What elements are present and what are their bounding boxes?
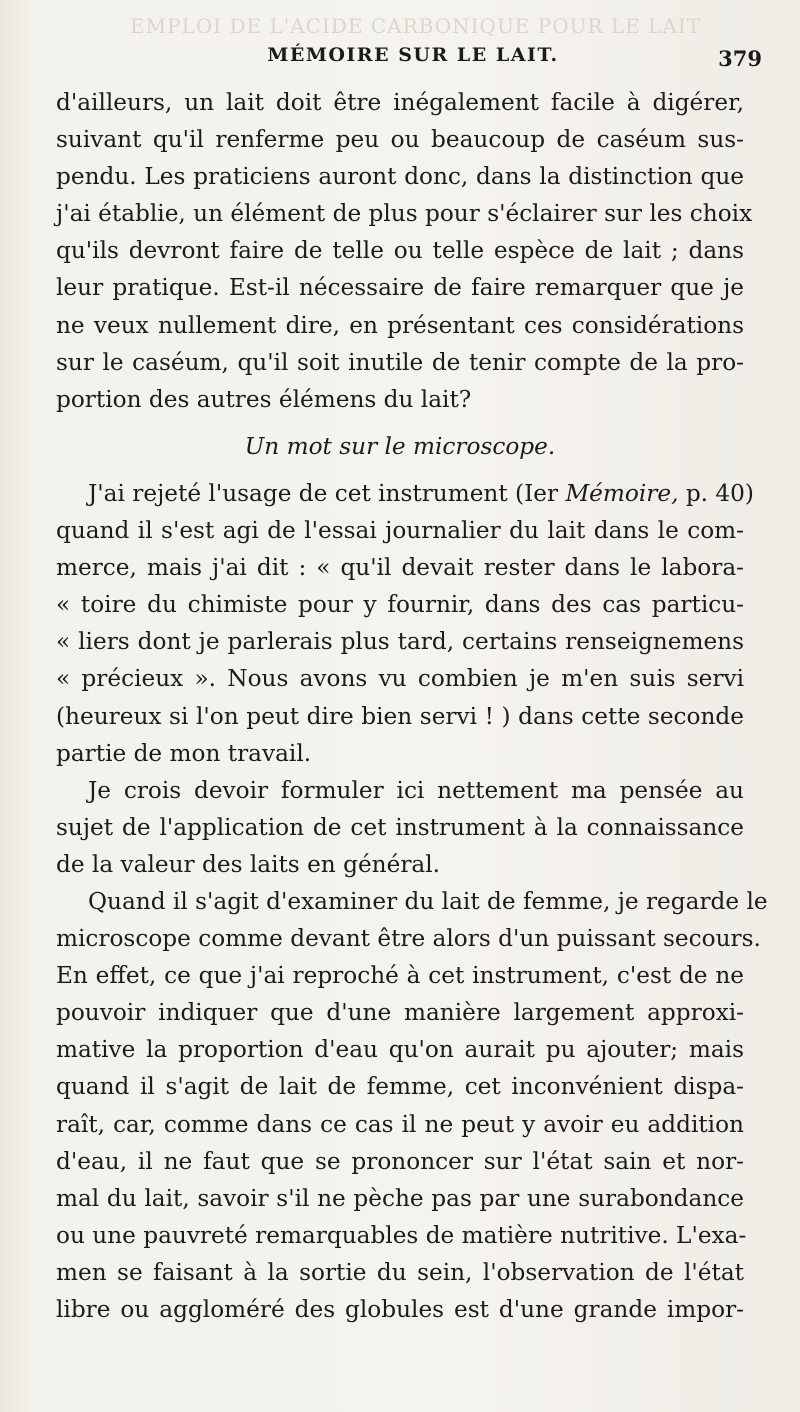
text-line: pouvoir indiquer que d'une manière largement approxi- [56, 999, 744, 1027]
text-line: j'ai établie, un élément de plus pour s'éclairer sur les choix [56, 200, 753, 228]
text-line: suivant qu'il renferme peu ou beaucoup de caséum sus- [56, 126, 744, 154]
text-line: libre ou aggloméré des globules est d'une grande impor- [56, 1296, 744, 1323]
text-line: « précieux ». Nous avons vu combien je m'en suis servi [56, 665, 744, 693]
text-line: (heureux si l'on peut dire bien servi ! ) dans cette seconde [56, 702, 744, 730]
text-line: ne veux nullement dire, en présentant ces considérations [56, 311, 744, 339]
text-line: d'ailleurs, un lait doit être inégalement facile à digérer, [56, 89, 744, 116]
bleed-through-text: EMPLOI DE L'ACIDE CARBONIQUE POUR LE LAIT [130, 14, 702, 38]
text-line: de la valeur des laits en général. [56, 850, 441, 878]
text-line: quand il s'agit de lait de femme, cet inconvénient dispa- [56, 1073, 744, 1101]
text-line: leur pratique. Est-il nécessaire de faire remarquer que je [56, 274, 744, 302]
text-fragment: J'ai rejeté l'usage de cet instrument (Ier [88, 479, 566, 507]
section-title: Un mot sur le microscope. [244, 432, 556, 460]
text-line: Quand il s'agit d'examiner du lait de femme, je regarde le [88, 887, 768, 915]
text-line: « liers dont je parlerais plus tard, certains renseignemens [56, 628, 744, 656]
body-text [56, 84, 768, 1328]
text-line: d'eau, il ne faut que se prononcer sur l'état sain et nor- [56, 1147, 744, 1175]
text-line: pendu. Les praticiens auront donc, dans la distinction que [56, 163, 744, 191]
text-line: portion des autres élémens du lait? [56, 385, 472, 413]
page-header [56, 44, 770, 80]
text-line: men se faisant à la sortie du sein, l'observation de l'état [56, 1258, 744, 1286]
text-line [56, 475, 754, 512]
text-line: mal du lait, savoir s'il ne pèche pas par une surabondance [56, 1184, 744, 1212]
text-line: merce, mais j'ai dit : « qu'il devait rester dans le labora- [56, 554, 744, 582]
text-line: sujet de l'application de cet instrument à la connaissance [56, 813, 744, 841]
text-line: mative la proportion d'eau qu'on aurait pu ajouter; mais [56, 1036, 744, 1064]
text-line: microscope comme devant être alors d'un puissant secours. [56, 925, 761, 953]
page-number: 379 [718, 46, 762, 71]
text-fragment: p. 40) [678, 479, 754, 507]
memoire-reference: Mémoire, [565, 479, 679, 507]
text-line: raît, car, comme dans ce cas il ne peut y avoir eu addition [56, 1110, 744, 1138]
text-line: Je crois devoir formuler ici nettement ma pensée au [88, 776, 744, 804]
text-line: ou une pauvreté remarquables de matière nutritive. L'exa- [56, 1221, 747, 1249]
text-line: quand il s'est agi de l'essai journalier du lait dans le com- [56, 517, 744, 545]
text-line: qu'ils devront faire de telle ou telle espèce de lait ; dans [56, 237, 744, 265]
text-line: En effet, ce que j'ai reproché à cet instrument, c'est de ne [56, 962, 744, 990]
running-title: MÉMOIRE SUR LE LAIT. [267, 44, 559, 66]
text-line: sur le caséum, qu'il soit inutile de tenir compte de la pro- [56, 348, 744, 376]
text-line: partie de mon travail. [56, 739, 312, 767]
text-line: « toire du chimiste pour y fournir, dans des cas particu- [56, 591, 744, 619]
